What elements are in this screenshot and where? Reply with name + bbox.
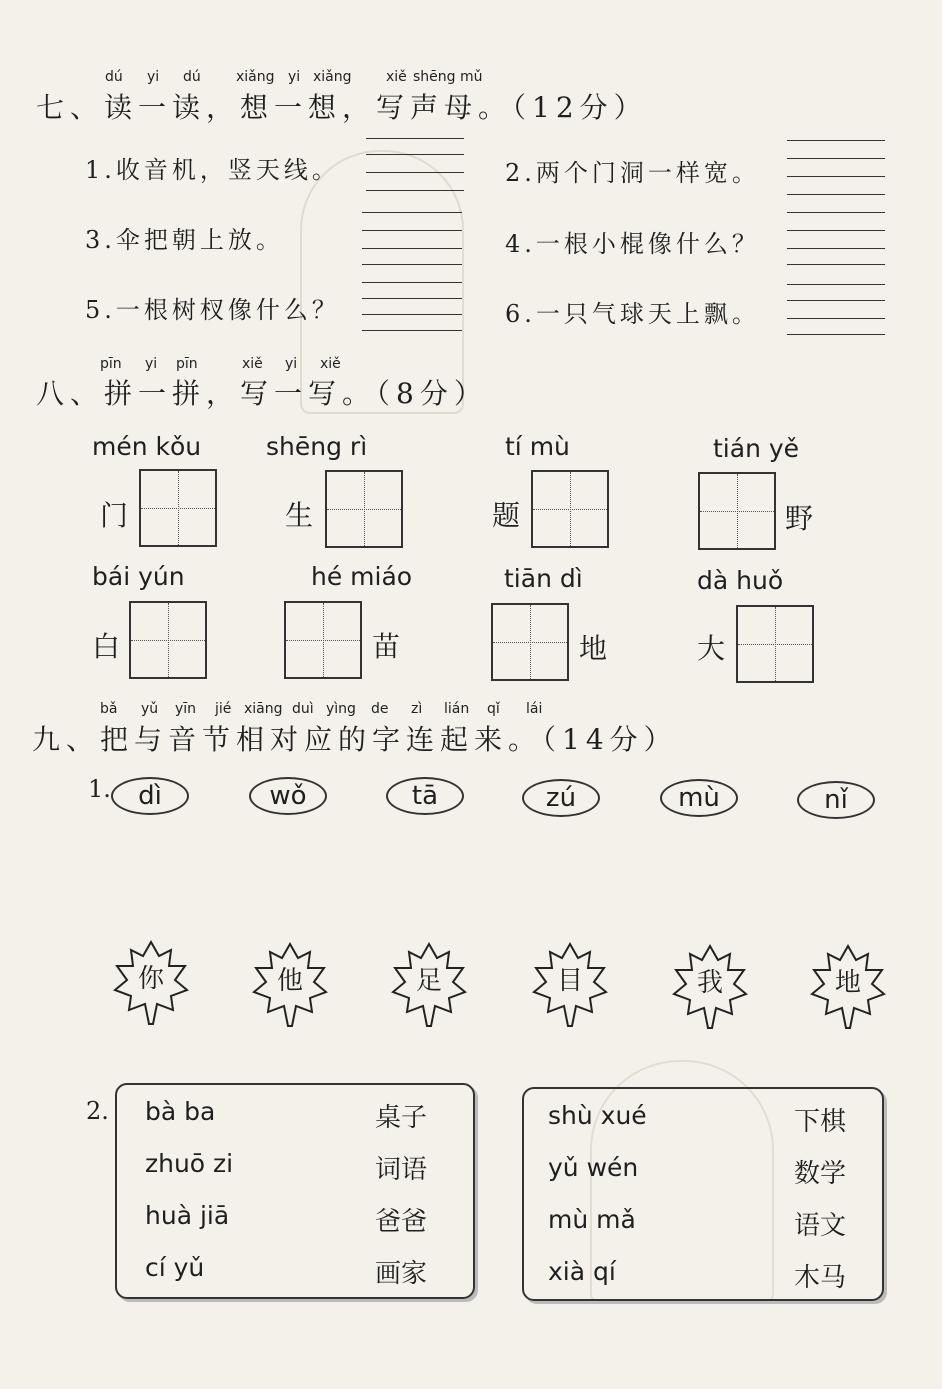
syllable-oval[interactable]: zú (522, 779, 600, 817)
word-pinyin-menkou: mén kǒu (92, 432, 202, 461)
chinese-word[interactable]: 数学 (794, 1159, 847, 1189)
tianzi-box[interactable] (284, 601, 362, 679)
tianzi-box[interactable] (531, 470, 609, 548)
chinese-word[interactable]: 爸爸 (375, 1207, 428, 1237)
char-di: 地 (579, 632, 608, 665)
word-pinyin-tianye: tián yě (713, 434, 800, 463)
pinyin-xiang: xiāng (244, 701, 283, 717)
leaf-char: 他 (276, 966, 303, 996)
leaf-character[interactable] (670, 942, 750, 1030)
pinyin-qi: qǐ (487, 701, 500, 717)
pinyin-word[interactable]: zhuō zi (145, 1149, 234, 1178)
pinyin-yi-1: yi (147, 69, 160, 85)
chinese-word[interactable]: 木马 (794, 1263, 847, 1293)
pinyin-dui: duì (292, 701, 314, 717)
syllable-oval[interactable]: tā (386, 777, 464, 815)
pinyin-yu: yǔ (141, 701, 159, 717)
pinyin-yi-2: yi (288, 69, 301, 85)
pinyin-ba: bǎ (100, 701, 118, 717)
tianzi-box[interactable] (139, 469, 217, 547)
pinyin-jie: jié (215, 701, 232, 717)
word-pinyin-timu: tí mù (505, 432, 570, 461)
pinyin-pin-1: pīn (100, 356, 122, 372)
chinese-word[interactable]: 画家 (375, 1259, 428, 1289)
tianzi-box[interactable] (698, 472, 776, 550)
pinyin-word[interactable]: huà jiā (145, 1201, 230, 1230)
syllable-oval[interactable]: nǐ (797, 781, 875, 819)
pinyin-word[interactable]: shù xué (548, 1101, 647, 1130)
riddle-1: 1.收音机，竖天线。 (85, 156, 340, 184)
pinyin-du-2: dú (183, 69, 201, 85)
pinyin-word[interactable]: cí yǔ (145, 1253, 205, 1282)
char-miao: 苗 (372, 630, 401, 663)
match-box-right (522, 1087, 884, 1301)
word-pinyin-tiandi: tiān dì (504, 564, 583, 593)
leaf-char: 我 (696, 968, 723, 998)
pinyin-word[interactable]: bà ba (145, 1097, 216, 1126)
leaf-character[interactable] (530, 940, 610, 1028)
char-bai: 白 (92, 630, 121, 663)
tianzi-box[interactable] (129, 601, 207, 679)
match-box-left (115, 1083, 475, 1299)
leaf-char: 你 (137, 964, 164, 994)
riddle-3: 3.伞把朝上放。 (85, 226, 284, 254)
chinese-word[interactable]: 桌子 (375, 1103, 428, 1133)
pinyin-de: de (371, 701, 389, 717)
pinyin-word[interactable]: yǔ wén (548, 1153, 639, 1182)
char-ye: 野 (785, 502, 814, 535)
pinyin-lai: lái (526, 701, 543, 717)
chinese-word[interactable]: 词语 (375, 1155, 428, 1185)
pinyin-du-1: dú (105, 69, 123, 85)
part-2-label: 2. (86, 1097, 109, 1125)
tianzi-box[interactable] (491, 603, 569, 681)
pinyin-xie-1: xiě (242, 356, 263, 372)
pinyin-ying: yìng (326, 701, 356, 717)
riddle-2: 2.两个门洞一样宽。 (505, 159, 760, 187)
section-9-title: 九、把与音节相对应的字连起来。（14分） (32, 723, 678, 756)
section-8-title: 八、拼一拼，写一写。（8分） (36, 377, 488, 410)
tianzi-box[interactable] (325, 470, 403, 548)
leaf-character[interactable] (389, 940, 469, 1028)
pinyin-shengmu: shēng mǔ (413, 69, 483, 85)
pinyin-xiang-2: xiǎng (313, 69, 352, 85)
pinyin-yin: yīn (175, 701, 197, 717)
char-da: 大 (697, 632, 726, 665)
pinyin-yi-3: yi (145, 356, 158, 372)
char-ti: 题 (492, 499, 521, 532)
pinyin-pin-2: pīn (176, 356, 198, 372)
pinyin-lian: lián (444, 701, 470, 717)
leaf-char: 地 (834, 968, 861, 998)
chinese-word[interactable]: 下棋 (794, 1107, 847, 1137)
word-pinyin-dahuo: dà huǒ (697, 566, 784, 595)
pinyin-word[interactable]: mù mǎ (548, 1205, 636, 1234)
section-7-title: 七、读一读，想一想，写声母。（12分） (36, 91, 648, 124)
syllable-oval[interactable]: mù (660, 779, 738, 817)
riddle-5: 5.一根树杈像什么？ (85, 296, 340, 324)
syllable-oval[interactable]: wǒ (249, 777, 327, 815)
riddle-6: 6.一只气球天上飘。 (505, 300, 760, 328)
tianzi-box[interactable] (736, 605, 814, 683)
word-pinyin-baiyun: bái yún (92, 562, 185, 591)
char-sheng: 生 (285, 499, 314, 532)
leaf-char: 目 (556, 966, 583, 996)
part-1-label: 1. (88, 775, 111, 803)
pinyin-word[interactable]: xià qí (548, 1257, 616, 1286)
pinyin-xie-2: xiě (320, 356, 341, 372)
word-pinyin-hemiao: hé miáo (311, 562, 413, 591)
word-pinyin-shengri: shēng rì (266, 432, 368, 461)
pinyin-zi: zì (411, 701, 423, 717)
pinyin-xie: xiě (386, 69, 407, 85)
riddle-4: 4.一根小棍像什么？ (505, 230, 760, 258)
syllable-oval[interactable]: dì (111, 777, 189, 815)
pinyin-yi-4: yi (285, 356, 298, 372)
leaf-character[interactable] (250, 940, 330, 1028)
leaf-char: 足 (415, 966, 442, 996)
chinese-word[interactable]: 语文 (794, 1211, 847, 1241)
leaf-character[interactable] (808, 942, 888, 1030)
leaf-character[interactable] (111, 938, 191, 1026)
pinyin-xiang-1: xiǎng (236, 69, 275, 85)
char-men: 门 (100, 499, 129, 532)
